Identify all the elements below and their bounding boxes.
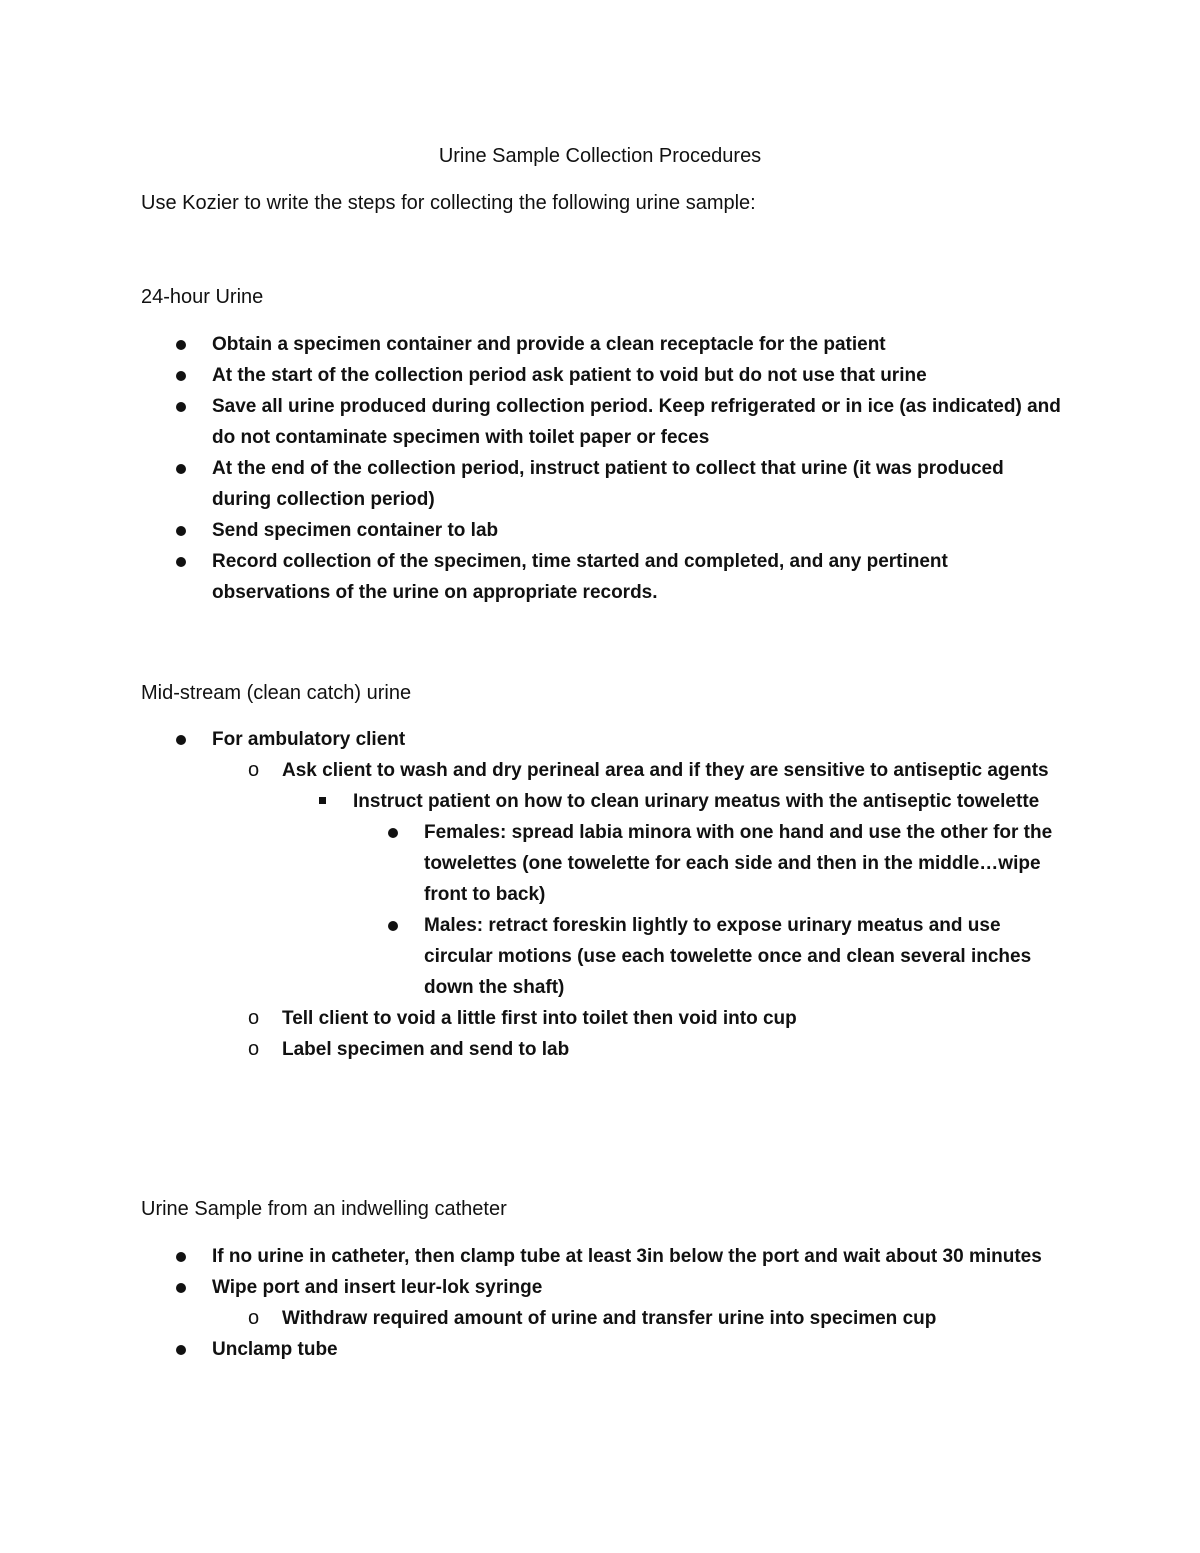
bullet-icon	[176, 557, 186, 567]
section-heading-mid-stream: Mid-stream (clean catch) urine	[141, 682, 412, 704]
list-item: Unclamp tube	[212, 1334, 1062, 1365]
list-item: Males: retract foreskin lightly to expose urinary meatus and use circular motions (use each towelette once and clean several inches down the shaft)	[424, 910, 1064, 1003]
hollow-circle-icon: o	[248, 1038, 260, 1060]
page-title: Urine Sample Collection Procedures	[438, 145, 762, 167]
intro-text: Use Kozier to write the steps for collecting the following urine sample:	[141, 192, 756, 214]
square-bullet-icon	[319, 797, 326, 804]
list-item: Instruct patient on how to clean urinary meatus with the antiseptic towelette	[353, 786, 1053, 817]
hollow-circle-icon: o	[248, 1307, 260, 1329]
bullet-icon	[176, 1252, 186, 1262]
list-item: Females: spread labia minora with one hand and use the other for the towelettes (one towelette for each side and then in the middle…wipe front to back)	[424, 817, 1064, 910]
bullet-icon	[176, 371, 186, 381]
bullet-icon	[176, 340, 186, 350]
hollow-circle-icon: o	[248, 759, 260, 781]
list-item: At the end of the collection period, instruct patient to collect that urine (it was produced during collection period)	[212, 453, 1062, 515]
bullet-icon	[176, 526, 186, 536]
section-heading-24-hour: 24-hour Urine	[141, 286, 264, 308]
list-item: Wipe port and insert leur-lok syringe	[212, 1272, 1062, 1303]
list-item: o Withdraw required amount of urine and transfer urine into specimen cup	[282, 1303, 1072, 1334]
list-item: o Tell client to void a little first into toilet then void into cup	[282, 1003, 1072, 1034]
list-item: Save all urine produced during collection period. Keep refrigerated or in ice (as indicated) and do not contaminate specimen with toilet paper or feces	[212, 391, 1062, 453]
list-item: o Ask client to wash and dry perineal area and if they are sensitive to antiseptic agents	[282, 755, 1072, 786]
hollow-circle-icon: o	[248, 1007, 260, 1029]
section-heading-catheter: Urine Sample from an indwelling catheter	[141, 1198, 507, 1220]
list-item: Record collection of the specimen, time started and completed, and any pertinent observations of the urine on appropriate records.	[212, 546, 1062, 608]
list-mid-stream	[0, 724, 1200, 1065]
list-item: Send specimen container to lab	[212, 515, 1062, 546]
bullet-icon	[176, 1345, 186, 1355]
list-item: For ambulatory client	[212, 724, 1062, 755]
bullet-icon	[176, 1283, 186, 1293]
bullet-icon	[388, 921, 398, 931]
bullet-icon	[388, 828, 398, 838]
bullet-icon	[176, 464, 186, 474]
list-24-hour	[0, 329, 1200, 608]
list-item: If no urine in catheter, then clamp tube at least 3in below the port and wait about 30 minutes	[212, 1241, 1062, 1272]
bullet-icon	[176, 402, 186, 412]
bullet-icon	[176, 735, 186, 745]
list-item: At the start of the collection period ask patient to void but do not use that urine	[212, 360, 1062, 391]
list-catheter	[0, 1241, 1200, 1365]
list-item: Obtain a specimen container and provide a clean receptacle for the patient	[212, 329, 1062, 360]
list-item: o Label specimen and send to lab	[282, 1034, 1072, 1065]
